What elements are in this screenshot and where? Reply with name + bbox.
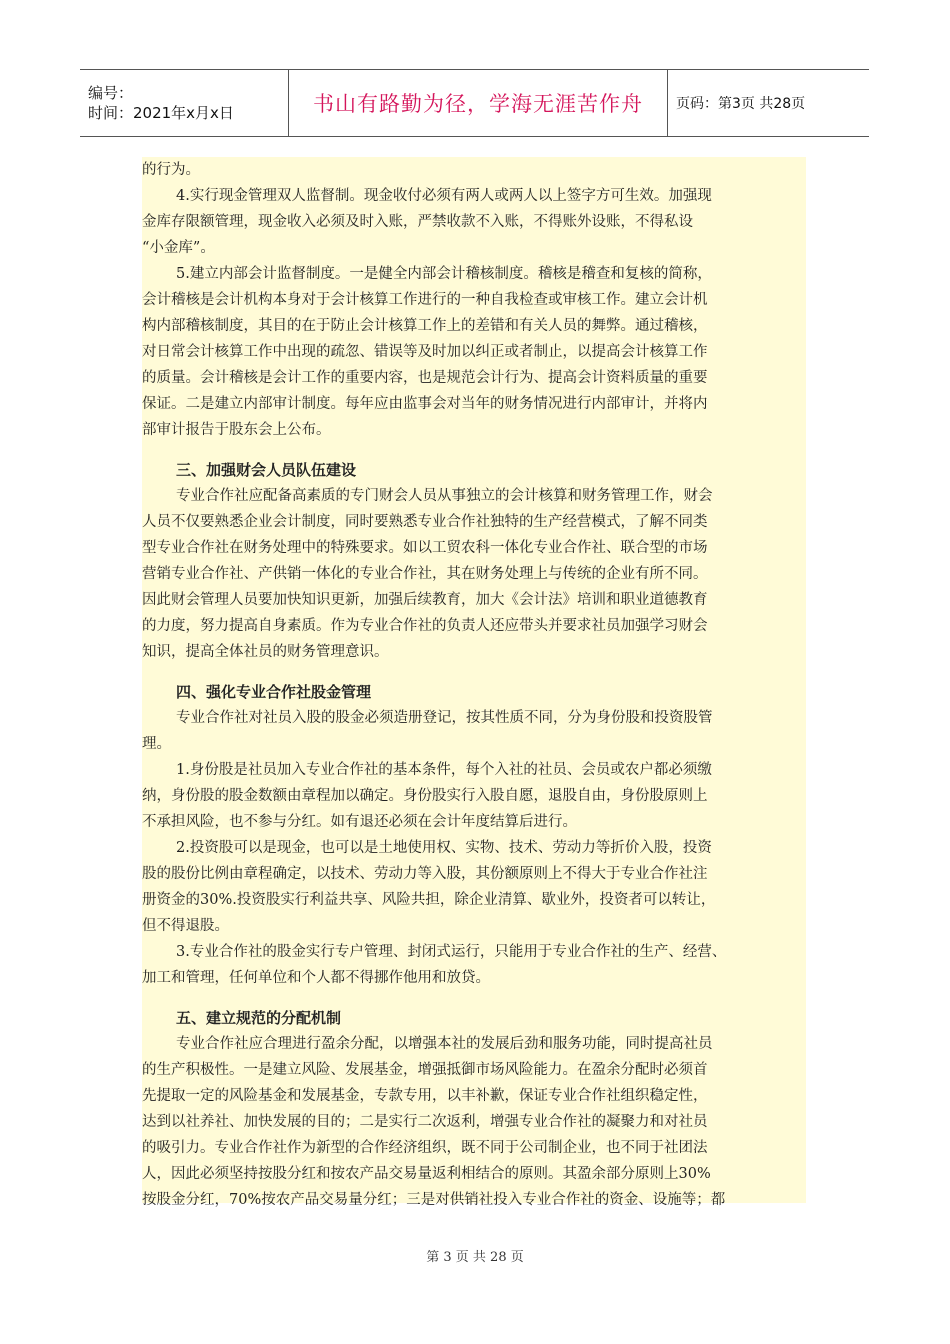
page-footer	[0, 1246, 950, 1265]
body-line: 专业合作社应合理进行盈余分配，以增强本社的发展后劲和服务功能，同时提高社员	[176, 1036, 713, 1052]
page-header	[80, 69, 869, 137]
body-line: 的吸引力。专业合作社作为新型的合作经济组织，既不同于公司制企业，也不同于社团法	[142, 1140, 708, 1156]
body-line: 册资金的30%.投资股实行利益共享、风险共担，除企业清算、歇业外，投资者可以转让，	[142, 892, 716, 908]
body-line: 因此财会管理人员要加快知识更新，加强后续教育，加大《会计法》培训和职业道德教育	[142, 592, 708, 608]
page-info-text: 页码：第3页 共28页	[676, 96, 806, 112]
body-line: 不承担风险，也不参与分红。如有退还必须在会计年度结算后进行。	[142, 814, 577, 830]
document-body	[142, 157, 806, 1208]
body-line: 但不得退股。	[142, 918, 229, 934]
header-motto	[289, 70, 668, 136]
body-line: 人员不仅要熟悉企业会计制度，同时要熟悉专业合作社独特的生产经营模式，了解不同类	[142, 514, 708, 530]
body-line: 纳，身份股的股金数额由章程加以确定。身份股实行入股自愿，退股自由，身份股原则上	[142, 788, 708, 804]
body-line: 的行为。	[142, 162, 200, 178]
section-heading-4: 四、强化专业合作社股金管理	[176, 683, 372, 701]
body-line: 达到以社养社、加快发展的目的；二是实行二次返利，增强专业合作社的凝聚力和对社员	[142, 1114, 708, 1130]
body-line: 加工和管理，任何单位和个人都不得挪作他用和放贷。	[142, 970, 490, 986]
body-line: 1.身份股是社员加入专业合作社的基本条件，每个入社的社员、会员或农户都必须缴	[176, 762, 712, 778]
date-label: 时间：2021年x月x日	[88, 104, 234, 122]
motto-text: 书山有路勤为径，学海无涯苦作舟	[313, 92, 643, 116]
body-line: 保证。二是建立内部审计制度。每年应由监事会对当年的财务情况进行内部审计，并将内	[142, 396, 708, 412]
body-line: 会计稽核是会计机构本身对于会计核算工作进行的一种自我检查或审核工作。建立会计机	[142, 292, 708, 308]
body-line: 金库存限额管理，现金收入必须及时入账，严禁收款不入账，不得账外设账，不得私设	[142, 214, 693, 230]
header-page-info	[668, 70, 869, 136]
body-line: 对日常会计核算工作中出现的疏忽、错误等及时加以纠正或者制止，以提高会计核算工作	[142, 344, 708, 360]
body-line: 的力度，努力提高自身素质。作为专业合作社的负责人还应带头并要求社员加强学习财会	[142, 618, 708, 634]
body-line: 部审计报告于股东会上公布。	[142, 422, 331, 438]
body-line: 股的股份比例由章程确定，以技术、劳动力等入股，其份额原则上不得大于专业合作社注	[142, 866, 708, 882]
body-line: “小金库”。	[142, 240, 215, 256]
body-line: 4.实行现金管理双人监督制。现金收付必须有两人或两人以上签字方可生效。加强现	[176, 188, 712, 204]
header-meta	[80, 70, 289, 136]
body-line: 先提取一定的风险基金和发展基金，专款专用，以丰补歉，保证专业合作社组织稳定性，	[142, 1088, 708, 1104]
body-line: 专业合作社对社员入股的股金必须造册登记，按其性质不同，分为身份股和投资股管	[176, 710, 713, 726]
body-line: 的质量。会计稽核是会计工作的重要内容，也是规范会计行为、提高会计资料质量的重要	[142, 370, 708, 386]
body-line: 营销专业合作社、产供销一体化的专业合作社，其在财务处理上与传统的企业有所不同。	[142, 566, 708, 582]
body-line: 构内部稽核制度，其目的在于防止会计核算工作上的差错和有关人员的舞弊。通过稽核，	[142, 318, 708, 334]
body-line: 5.建立内部会计监督制度。一是健全内部会计稽核制度。稽核是稽查和复核的简称，	[176, 266, 712, 282]
body-line: 专业合作社应配备高素质的专门财会人员从事独立的会计核算和财务管理工作，财会	[176, 488, 713, 504]
section-heading-3: 三、加强财会人员队伍建设	[176, 461, 357, 479]
number-label: 编号：	[88, 84, 134, 102]
body-line: 型专业合作社在财务处理中的特殊要求。如以工贸农科一体化专业合作社、联合型的市场	[142, 540, 708, 556]
body-line: 按股金分红，70%按农产品交易量分红；三是对供销社投入专业合作社的资金、设施等；都	[142, 1192, 726, 1208]
body-line: 知识，提高全体社员的财务管理意识。	[142, 644, 389, 660]
body-line: 2.投资股可以是现金，也可以是土地使用权、实物、技术、劳动力等折价入股，投资	[176, 840, 712, 856]
body-line: 人，因此必须坚持按股分红和按农产品交易量返利相结合的原则。其盈余部分原则上30%	[142, 1166, 711, 1182]
body-line: 3.专业合作社的股金实行专户管理、封闭式运行，只能用于专业合作社的生产、经营、	[176, 944, 727, 960]
footer-page-number: 第 3 页 共 28 页	[426, 1250, 524, 1265]
body-line: 理。	[142, 736, 171, 752]
body-line: 的生产积极性。一是建立风险、发展基金，增强抵御市场风险能力。在盈余分配时必须首	[142, 1062, 708, 1078]
section-heading-5: 五、建立规范的分配机制	[176, 1009, 342, 1027]
